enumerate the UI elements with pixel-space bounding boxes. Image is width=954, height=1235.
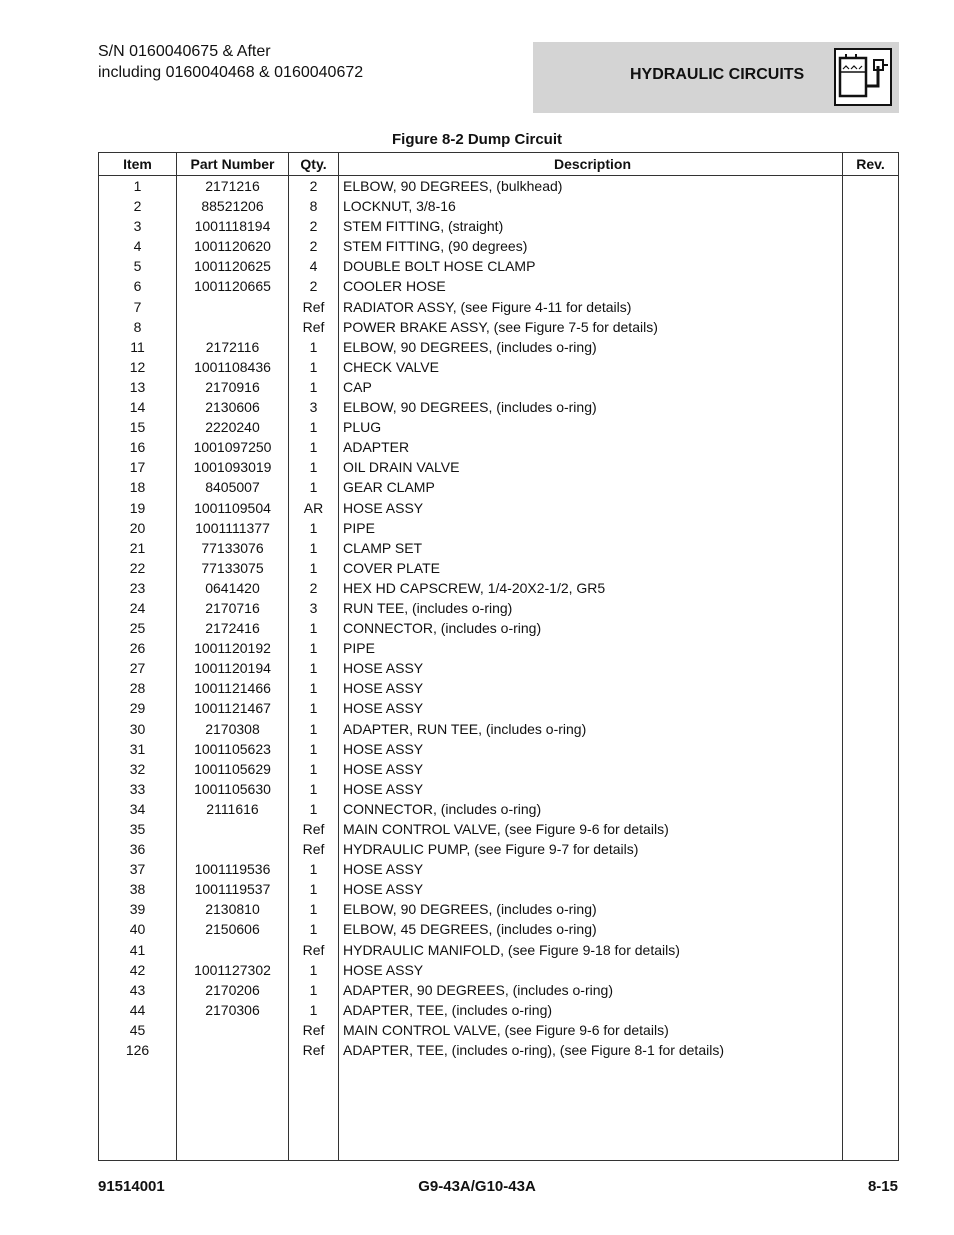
rev-cell <box>843 618 899 638</box>
rev-cell <box>843 477 899 497</box>
empty-cell <box>177 1060 289 1160</box>
part-number-cell: 1001111377 <box>177 518 289 538</box>
rev-cell <box>843 638 899 658</box>
table-row <box>99 256 899 276</box>
qty-cell: 1 <box>289 678 339 698</box>
description-cell: PIPE <box>339 638 843 658</box>
part-number-cell: 2170206 <box>177 980 289 1000</box>
item-cell: 40 <box>99 919 177 939</box>
part-number-cell: 1001127302 <box>177 960 289 980</box>
description-cell: RADIATOR ASSY, (see Figure 4-11 for details) <box>339 297 843 317</box>
part-number-cell: 1001120620 <box>177 236 289 256</box>
description-cell: MAIN CONTROL VALVE, (see Figure 9-6 for details) <box>339 819 843 839</box>
description-cell: ELBOW, 45 DEGREES, (includes o-ring) <box>339 919 843 939</box>
footer-model: G9-43A/G10-43A <box>418 1178 536 1195</box>
item-cell: 31 <box>99 739 177 759</box>
description-cell: ELBOW, 90 DEGREES, (includes o-ring) <box>339 899 843 919</box>
item-cell: 44 <box>99 1000 177 1020</box>
rev-cell <box>843 919 899 939</box>
item-cell: 17 <box>99 457 177 477</box>
rev-cell <box>843 538 899 558</box>
qty-cell: Ref <box>289 297 339 317</box>
qty-cell: 1 <box>289 538 339 558</box>
item-cell: 38 <box>99 879 177 899</box>
part-number-cell: 1001120194 <box>177 658 289 678</box>
item-cell: 14 <box>99 397 177 417</box>
table-row <box>99 698 899 718</box>
description-cell: HYDRAULIC MANIFOLD, (see Figure 9-18 for details) <box>339 940 843 960</box>
table-row <box>99 518 899 538</box>
table-row <box>99 678 899 698</box>
part-number-cell: 2111616 <box>177 799 289 819</box>
table-row <box>99 538 899 558</box>
rev-cell <box>843 357 899 377</box>
part-number-cell: 2220240 <box>177 417 289 437</box>
description-cell: HOSE ASSY <box>339 739 843 759</box>
part-number-cell <box>177 1040 289 1060</box>
qty-cell: 1 <box>289 779 339 799</box>
hydraulic-tank-icon <box>834 48 892 106</box>
table-row <box>99 739 899 759</box>
rev-cell <box>843 719 899 739</box>
rev-cell <box>843 337 899 357</box>
qty-cell: 1 <box>289 417 339 437</box>
description-cell: STEM FITTING, (90 degrees) <box>339 236 843 256</box>
item-cell: 42 <box>99 960 177 980</box>
item-cell: 13 <box>99 377 177 397</box>
rev-cell <box>843 859 899 879</box>
column-header-part-number: Part Number <box>177 153 289 176</box>
part-number-cell: 2170716 <box>177 598 289 618</box>
rev-cell <box>843 457 899 477</box>
description-cell: CONNECTOR, (includes o-ring) <box>339 799 843 819</box>
part-number-cell: 88521206 <box>177 196 289 216</box>
part-number-cell: 8405007 <box>177 477 289 497</box>
description-cell: RUN TEE, (includes o-ring) <box>339 598 843 618</box>
rev-cell <box>843 819 899 839</box>
table-row <box>99 759 899 779</box>
item-cell: 3 <box>99 216 177 236</box>
qty-cell: AR <box>289 498 339 518</box>
description-cell: ADAPTER, TEE, (includes o-ring), (see Figure 8-1 for details) <box>339 1040 843 1060</box>
item-cell: 29 <box>99 698 177 718</box>
rev-cell <box>843 799 899 819</box>
rev-cell <box>843 1000 899 1020</box>
description-cell: ELBOW, 90 DEGREES, (bulkhead) <box>339 176 843 197</box>
description-cell: HOSE ASSY <box>339 859 843 879</box>
item-cell: 22 <box>99 558 177 578</box>
qty-cell: Ref <box>289 940 339 960</box>
qty-cell: 1 <box>289 658 339 678</box>
rev-cell <box>843 558 899 578</box>
part-number-cell: 2130606 <box>177 397 289 417</box>
rev-cell <box>843 236 899 256</box>
item-cell: 27 <box>99 658 177 678</box>
rev-cell <box>843 658 899 678</box>
item-cell: 37 <box>99 859 177 879</box>
description-cell: HOSE ASSY <box>339 759 843 779</box>
part-number-cell <box>177 297 289 317</box>
table-row <box>99 919 899 939</box>
table-row <box>99 859 899 879</box>
section-banner <box>533 42 899 113</box>
table-row <box>99 618 899 638</box>
rev-cell <box>843 899 899 919</box>
table-row <box>99 417 899 437</box>
table-row <box>99 779 899 799</box>
qty-cell: 1 <box>289 739 339 759</box>
footer-document-number: 91514001 <box>98 1178 165 1195</box>
qty-cell: 1 <box>289 457 339 477</box>
rev-cell <box>843 437 899 457</box>
description-cell: HYDRAULIC PUMP, (see Figure 9-7 for details) <box>339 839 843 859</box>
description-cell: STEM FITTING, (straight) <box>339 216 843 236</box>
qty-cell: 1 <box>289 377 339 397</box>
description-cell: MAIN CONTROL VALVE, (see Figure 9-6 for details) <box>339 1020 843 1040</box>
table-row <box>99 598 899 618</box>
part-number-cell: 1001093019 <box>177 457 289 477</box>
qty-cell: Ref <box>289 1020 339 1040</box>
description-cell: HOSE ASSY <box>339 658 843 678</box>
qty-cell: 1 <box>289 477 339 497</box>
description-cell: POWER BRAKE ASSY, (see Figure 7-5 for details) <box>339 317 843 337</box>
description-cell: HOSE ASSY <box>339 960 843 980</box>
table-row <box>99 980 899 1000</box>
rev-cell <box>843 317 899 337</box>
table-row <box>99 839 899 859</box>
qty-cell: 1 <box>289 1000 339 1020</box>
description-cell: HOSE ASSY <box>339 678 843 698</box>
rev-cell <box>843 256 899 276</box>
empty-cell <box>289 1060 339 1160</box>
table-row <box>99 558 899 578</box>
part-number-cell: 1001105629 <box>177 759 289 779</box>
part-number-cell: 2171216 <box>177 176 289 197</box>
empty-cell <box>99 1060 177 1160</box>
part-number-cell: 1001108436 <box>177 357 289 377</box>
serial-line-2: including 0160040468 & 0160040672 <box>98 64 364 81</box>
table-row <box>99 276 899 296</box>
description-cell: GEAR CLAMP <box>339 477 843 497</box>
table-row <box>99 477 899 497</box>
rev-cell <box>843 297 899 317</box>
footer-page-number: 8-15 <box>867 1178 898 1195</box>
parts-table <box>98 152 899 1161</box>
item-cell: 126 <box>99 1040 177 1060</box>
table-row <box>99 357 899 377</box>
rev-cell <box>843 397 899 417</box>
item-cell: 21 <box>99 538 177 558</box>
item-cell: 30 <box>99 719 177 739</box>
qty-cell: 1 <box>289 719 339 739</box>
part-number-cell: 1001120665 <box>177 276 289 296</box>
table-row <box>99 879 899 899</box>
part-number-cell <box>177 940 289 960</box>
rev-cell <box>843 698 899 718</box>
part-number-cell: 1001109504 <box>177 498 289 518</box>
part-number-cell: 1001121467 <box>177 698 289 718</box>
description-cell: COVER PLATE <box>339 558 843 578</box>
part-number-cell: 1001119536 <box>177 859 289 879</box>
table-row <box>99 658 899 678</box>
part-number-cell: 1001105630 <box>177 779 289 799</box>
qty-cell: 2 <box>289 236 339 256</box>
column-header-description: Description <box>339 153 843 176</box>
item-cell: 8 <box>99 317 177 337</box>
part-number-cell: 2170916 <box>177 377 289 397</box>
serial-number-block <box>98 41 363 83</box>
item-cell: 26 <box>99 638 177 658</box>
qty-cell: 1 <box>289 638 339 658</box>
description-cell: ELBOW, 90 DEGREES, (includes o-ring) <box>339 337 843 357</box>
rev-cell <box>843 960 899 980</box>
qty-cell: 8 <box>289 196 339 216</box>
part-number-cell: 77133075 <box>177 558 289 578</box>
item-cell: 6 <box>99 276 177 296</box>
item-cell: 23 <box>99 578 177 598</box>
column-header-qty: Qty. <box>289 153 339 176</box>
item-cell: 39 <box>99 899 177 919</box>
rev-cell <box>843 417 899 437</box>
rev-cell <box>843 759 899 779</box>
rev-cell <box>843 1040 899 1060</box>
part-number-cell: 1001121466 <box>177 678 289 698</box>
item-cell: 41 <box>99 940 177 960</box>
description-cell: COOLER HOSE <box>339 276 843 296</box>
qty-cell: 1 <box>289 919 339 939</box>
table-row <box>99 337 899 357</box>
table-row <box>99 960 899 980</box>
qty-cell: 1 <box>289 799 339 819</box>
qty-cell: 1 <box>289 357 339 377</box>
description-cell: LOCKNUT, 3/8-16 <box>339 196 843 216</box>
table-row <box>99 638 899 658</box>
section-title: HYDRAULIC CIRCUITS <box>630 66 805 83</box>
table-header-row <box>99 153 899 176</box>
part-number-cell: 2172416 <box>177 618 289 638</box>
qty-cell: 2 <box>289 216 339 236</box>
qty-cell: Ref <box>289 1040 339 1060</box>
qty-cell: Ref <box>289 819 339 839</box>
qty-cell: 1 <box>289 518 339 538</box>
rev-cell <box>843 498 899 518</box>
item-cell: 19 <box>99 498 177 518</box>
description-cell: CHECK VALVE <box>339 357 843 377</box>
rev-cell <box>843 980 899 1000</box>
item-cell: 20 <box>99 518 177 538</box>
description-cell: HOSE ASSY <box>339 698 843 718</box>
qty-cell: 1 <box>289 759 339 779</box>
rev-cell <box>843 940 899 960</box>
item-cell: 36 <box>99 839 177 859</box>
item-cell: 28 <box>99 678 177 698</box>
rev-cell <box>843 598 899 618</box>
part-number-cell: 1001105623 <box>177 739 289 759</box>
table-row <box>99 196 899 216</box>
table-row <box>99 216 899 236</box>
table-row <box>99 899 899 919</box>
part-number-cell: 1001118194 <box>177 216 289 236</box>
item-cell: 32 <box>99 759 177 779</box>
description-cell: HEX HD CAPSCREW, 1/4-20X2-1/2, GR5 <box>339 578 843 598</box>
rev-cell <box>843 196 899 216</box>
qty-cell: 2 <box>289 276 339 296</box>
table-row <box>99 578 899 598</box>
empty-cell <box>339 1060 843 1160</box>
description-cell: ADAPTER, 90 DEGREES, (includes o-ring) <box>339 980 843 1000</box>
part-number-cell <box>177 839 289 859</box>
figure-title: Figure 8-2 Dump Circuit <box>391 131 563 148</box>
part-number-cell: 1001120192 <box>177 638 289 658</box>
table-row <box>99 498 899 518</box>
description-cell: PIPE <box>339 518 843 538</box>
part-number-cell: 2172116 <box>177 337 289 357</box>
part-number-cell <box>177 1020 289 1040</box>
column-header-rev: Rev. <box>843 153 899 176</box>
empty-cell <box>843 1060 899 1160</box>
table-filler-row <box>99 1060 899 1160</box>
part-number-cell: 1001120625 <box>177 256 289 276</box>
item-cell: 5 <box>99 256 177 276</box>
rev-cell <box>843 176 899 197</box>
table-row <box>99 317 899 337</box>
description-cell: ELBOW, 90 DEGREES, (includes o-ring) <box>339 397 843 417</box>
table-row <box>99 397 899 417</box>
rev-cell <box>843 276 899 296</box>
rev-cell <box>843 518 899 538</box>
table-row <box>99 1000 899 1020</box>
description-cell: OIL DRAIN VALVE <box>339 457 843 477</box>
part-number-cell: 0641420 <box>177 578 289 598</box>
rev-cell <box>843 739 899 759</box>
item-cell: 12 <box>99 357 177 377</box>
qty-cell: 2 <box>289 176 339 197</box>
table-row <box>99 457 899 477</box>
table-row <box>99 799 899 819</box>
item-cell: 11 <box>99 337 177 357</box>
table-row <box>99 940 899 960</box>
rev-cell <box>843 779 899 799</box>
serial-line-1: S/N 0160040675 & After <box>98 43 271 60</box>
item-cell: 1 <box>99 176 177 197</box>
description-cell: HOSE ASSY <box>339 498 843 518</box>
table-row <box>99 1040 899 1060</box>
description-cell: CLAMP SET <box>339 538 843 558</box>
part-number-cell: 2170306 <box>177 1000 289 1020</box>
qty-cell: Ref <box>289 317 339 337</box>
item-cell: 4 <box>99 236 177 256</box>
table-row <box>99 437 899 457</box>
qty-cell: 2 <box>289 578 339 598</box>
item-cell: 43 <box>99 980 177 1000</box>
item-cell: 2 <box>99 196 177 216</box>
table-row <box>99 819 899 839</box>
description-cell: CONNECTOR, (includes o-ring) <box>339 618 843 638</box>
part-number-cell <box>177 819 289 839</box>
qty-cell: 1 <box>289 980 339 1000</box>
description-cell: DOUBLE BOLT HOSE CLAMP <box>339 256 843 276</box>
part-number-cell: 2150606 <box>177 919 289 939</box>
item-cell: 16 <box>99 437 177 457</box>
rev-cell <box>843 377 899 397</box>
item-cell: 7 <box>99 297 177 317</box>
item-cell: 33 <box>99 779 177 799</box>
description-cell: ADAPTER <box>339 437 843 457</box>
item-cell: 34 <box>99 799 177 819</box>
item-cell: 24 <box>99 598 177 618</box>
table-row <box>99 236 899 256</box>
part-number-cell: 77133076 <box>177 538 289 558</box>
description-cell: PLUG <box>339 417 843 437</box>
part-number-cell <box>177 317 289 337</box>
rev-cell <box>843 678 899 698</box>
qty-cell: 1 <box>289 618 339 638</box>
rev-cell <box>843 578 899 598</box>
column-header-item: Item <box>99 153 177 176</box>
rev-cell <box>843 1020 899 1040</box>
table-row <box>99 297 899 317</box>
qty-cell: 3 <box>289 598 339 618</box>
rev-cell <box>843 839 899 859</box>
item-cell: 45 <box>99 1020 177 1040</box>
description-cell: ADAPTER, RUN TEE, (includes o-ring) <box>339 719 843 739</box>
item-cell: 15 <box>99 417 177 437</box>
qty-cell: 3 <box>289 397 339 417</box>
qty-cell: 1 <box>289 879 339 899</box>
rev-cell <box>843 879 899 899</box>
qty-cell: 1 <box>289 859 339 879</box>
table-row <box>99 377 899 397</box>
rev-cell <box>843 216 899 236</box>
qty-cell: 4 <box>289 256 339 276</box>
qty-cell: 1 <box>289 437 339 457</box>
description-cell: CAP <box>339 377 843 397</box>
description-cell: HOSE ASSY <box>339 879 843 899</box>
part-number-cell: 2170308 <box>177 719 289 739</box>
qty-cell: 1 <box>289 960 339 980</box>
qty-cell: 1 <box>289 558 339 578</box>
item-cell: 18 <box>99 477 177 497</box>
parts-table-body <box>99 176 899 1161</box>
part-number-cell: 1001119537 <box>177 879 289 899</box>
qty-cell: 1 <box>289 698 339 718</box>
part-number-cell: 2130810 <box>177 899 289 919</box>
table-row <box>99 176 899 197</box>
qty-cell: Ref <box>289 839 339 859</box>
qty-cell: 1 <box>289 337 339 357</box>
qty-cell: 1 <box>289 899 339 919</box>
item-cell: 25 <box>99 618 177 638</box>
table-row <box>99 719 899 739</box>
item-cell: 35 <box>99 819 177 839</box>
part-number-cell: 1001097250 <box>177 437 289 457</box>
table-row <box>99 1020 899 1040</box>
description-cell: ADAPTER, TEE, (includes o-ring) <box>339 1000 843 1020</box>
description-cell: HOSE ASSY <box>339 779 843 799</box>
